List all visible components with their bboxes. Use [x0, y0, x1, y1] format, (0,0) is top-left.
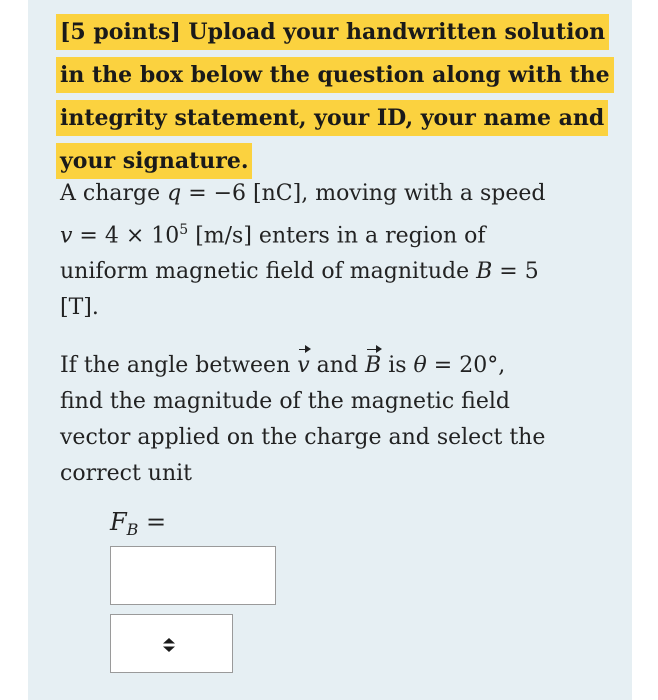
- math-v: v: [60, 223, 73, 249]
- math-subscript: B: [126, 520, 139, 539]
- text: , moving with a speed: [301, 181, 546, 206]
- math-q: q: [167, 181, 182, 206]
- math-B: B: [476, 259, 493, 285]
- math-theta: θ: [413, 353, 427, 378]
- text: uniform magnetic field of magnitude: [60, 259, 477, 285]
- unit-text: [T].: [60, 295, 99, 321]
- heading-line: integrity statement, your ID, your name and: [56, 100, 608, 136]
- math-eq: = 5: [492, 259, 539, 285]
- text: find the magnitude of the magnetic field: [60, 389, 510, 414]
- math-exponent: 5: [179, 222, 189, 238]
- text: A charge: [60, 181, 168, 206]
- question-prompt: [60, 348, 610, 492]
- text: and: [309, 353, 366, 378]
- vector-B: B: [365, 348, 381, 384]
- math-eq: = 4 × 10: [72, 223, 180, 249]
- unit-select[interactable]: [110, 614, 233, 673]
- heading-line: in the box below the question along with the: [56, 57, 614, 93]
- answer-input[interactable]: [110, 546, 276, 605]
- formula-label: [110, 508, 166, 539]
- heading-line: [5 points] Upload your handwritten solution: [56, 14, 609, 50]
- up-down-arrows-icon: [162, 637, 176, 653]
- problem-statement: [60, 176, 610, 326]
- question-heading: [56, 14, 616, 186]
- math-eq: =: [138, 508, 167, 536]
- text: vector applied on the charge and select the: [60, 425, 546, 450]
- vector-v: v: [297, 348, 309, 384]
- text: correct unit: [60, 461, 192, 486]
- math-F: F: [110, 508, 127, 536]
- heading-line: your signature.: [56, 143, 252, 179]
- math-eq: = 20°,: [426, 353, 506, 378]
- unit-text: [nC]: [253, 181, 302, 206]
- text: is: [381, 353, 414, 378]
- text: If the angle between: [60, 353, 298, 378]
- unit-text: [m/s]: [188, 223, 252, 249]
- math-eq: = −6: [181, 181, 254, 206]
- text: enters in a region of: [251, 223, 486, 249]
